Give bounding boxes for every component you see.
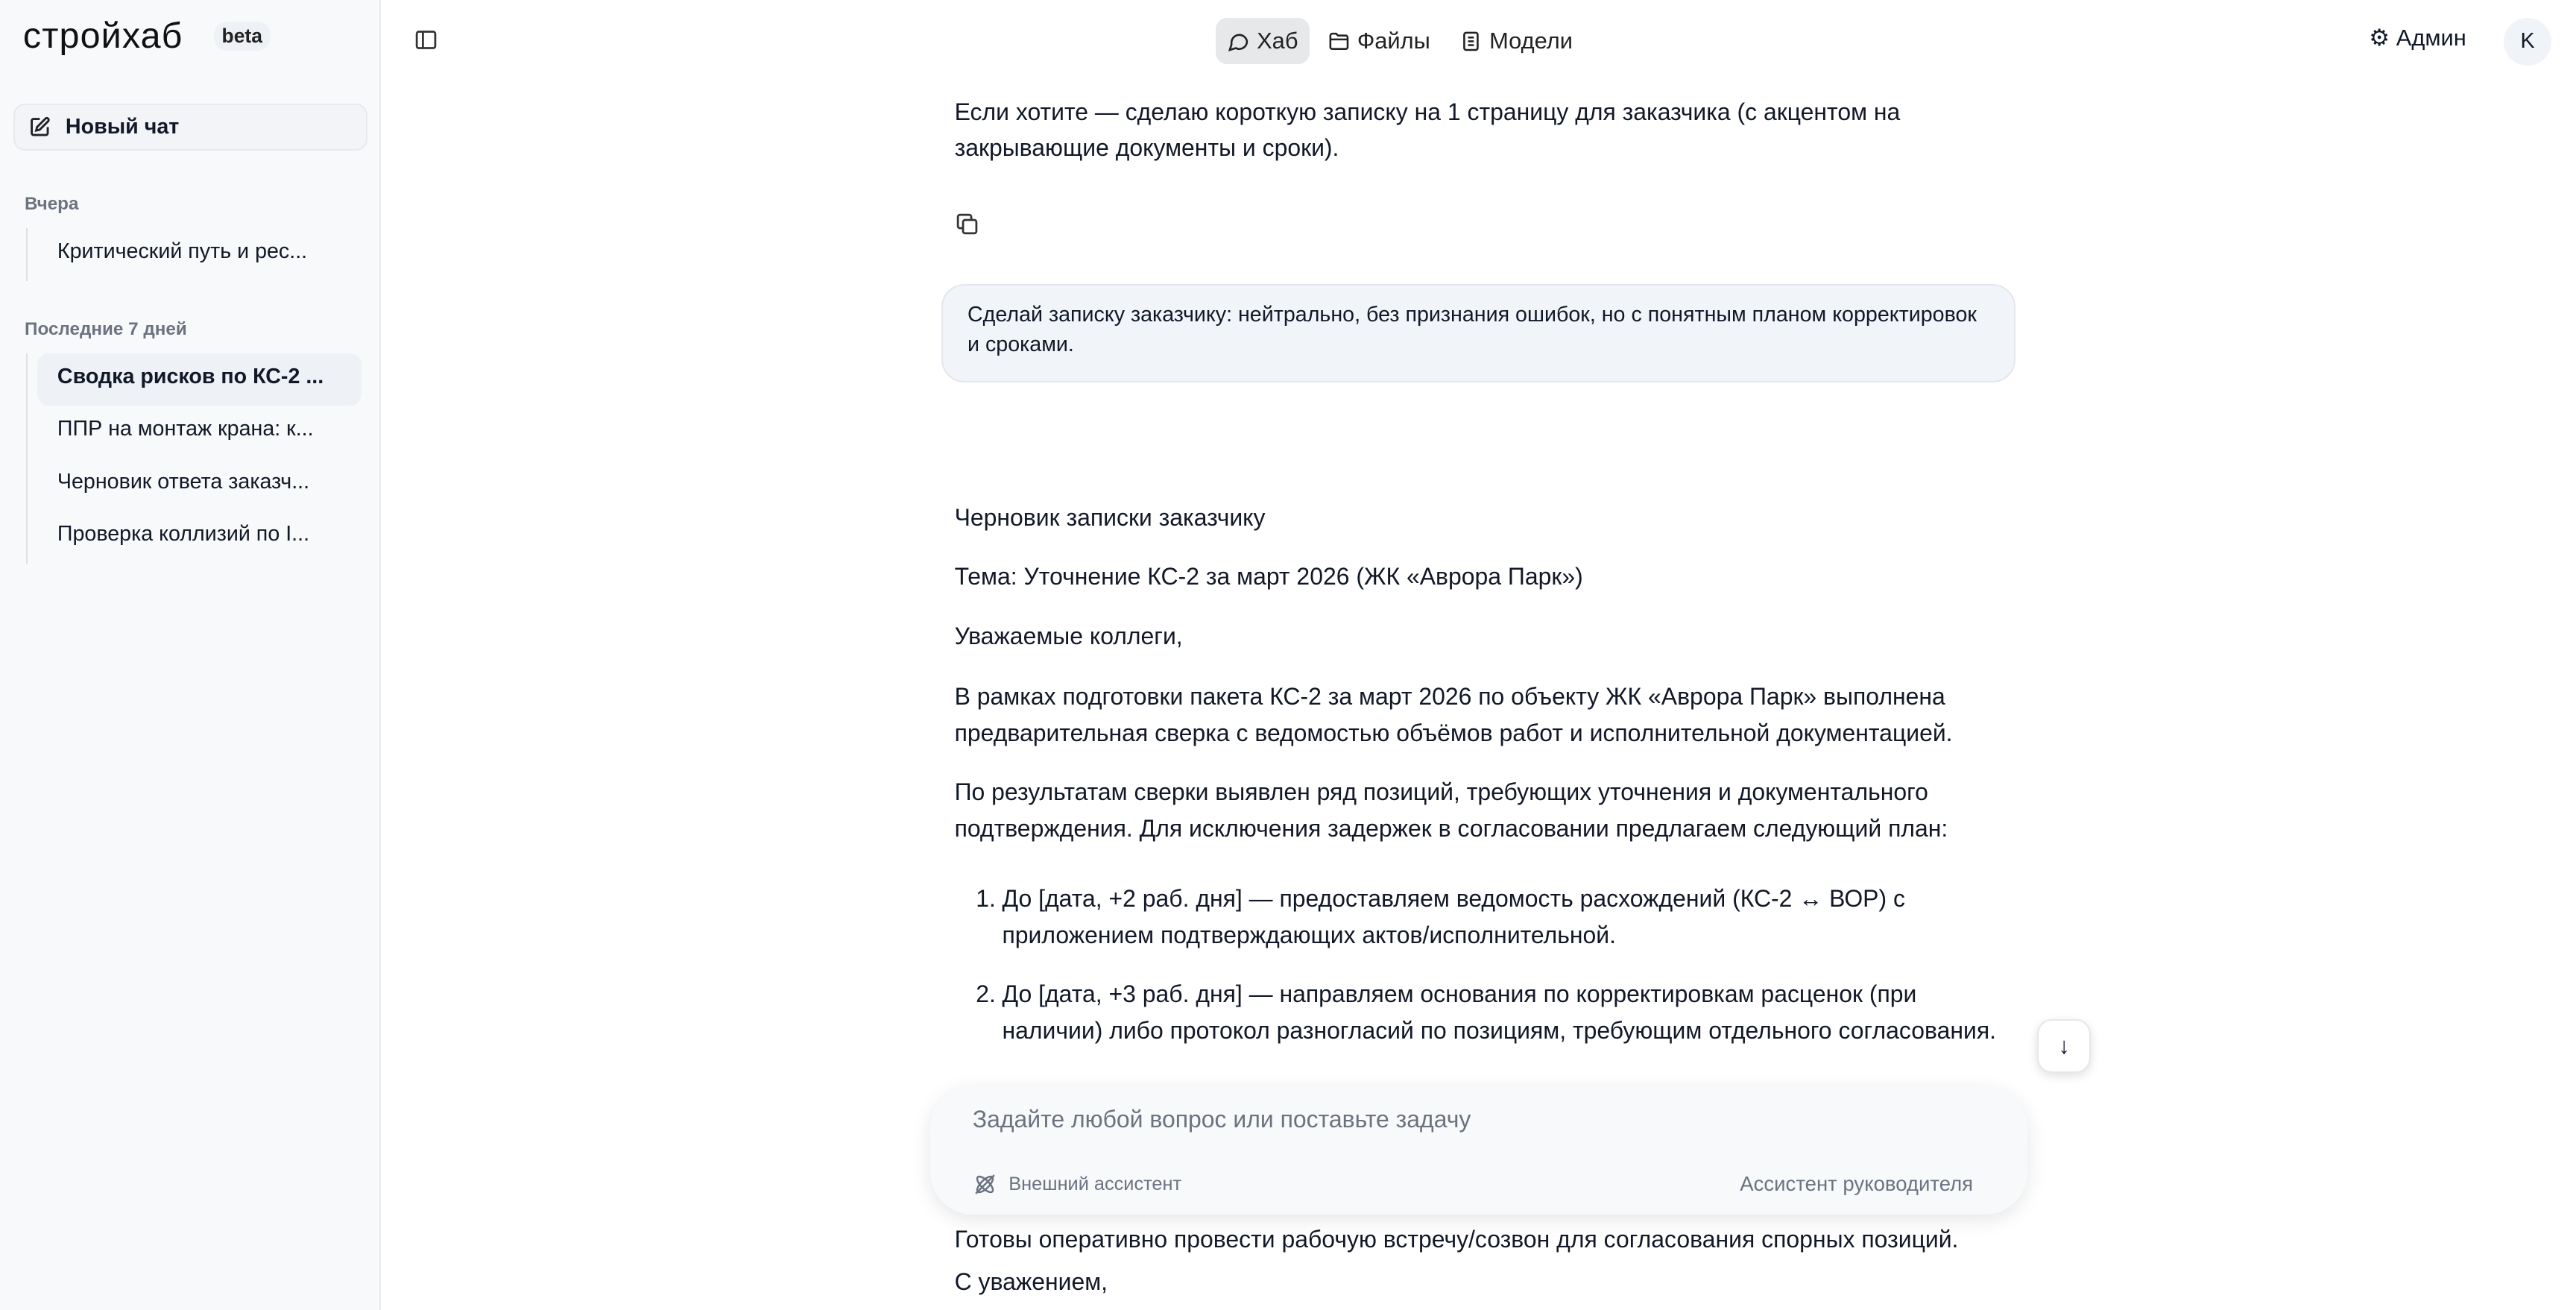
top-nav (1216, 18, 1584, 64)
sidebar (0, 0, 381, 1310)
scroll-down-button[interactable] (2037, 1019, 2091, 1073)
group-yesterday (26, 228, 361, 281)
group-label-yesterday: Вчера (25, 194, 79, 215)
external-assistant-toggle[interactable] (973, 1172, 1181, 1197)
tab-hub-label: Хаб (1257, 28, 1298, 54)
chat-item[interactable]: Черновик ответа заказч... (57, 469, 310, 494)
plan-item: До [дата, +2 раб. дня] — предоставляем ведомость расхождений (КС-2 ↔ ВОР) с приложением подтверждающих актов/исполнительной. (1002, 885, 1905, 948)
tab-hub[interactable] (1216, 18, 1310, 64)
building-icon (1459, 30, 1483, 53)
admin-label: Админ (2396, 25, 2466, 51)
chat-item-active[interactable]: Сводка рисков по КС-2 ... (37, 353, 361, 406)
tab-files[interactable] (1316, 18, 1442, 64)
folder-icon (1328, 30, 1351, 53)
tab-models-label: Модели (1489, 28, 1573, 54)
list-number: 1. (976, 885, 996, 913)
draft-subject: Тема: Уточнение КС-2 за март 2026 (ЖК «Аврора Парк») (954, 563, 1583, 591)
tab-models[interactable] (1448, 18, 1584, 64)
plan-item-2 (976, 976, 2007, 1048)
atom-off-icon (973, 1172, 997, 1197)
composer (930, 1086, 2027, 1215)
draft-paragraph: По результатам сверки выявлен ряд позиций, требующих уточнения и документального подтверждения. Для исключения задержек в согласовании предлагаем следующий план: (954, 778, 1948, 842)
beta-badge: beta (214, 22, 271, 51)
user-message: Сделай записку заказчику: нейтрально, без признания ошибок, но с понятным планом корректировок и сроками. (941, 284, 2015, 382)
draft-greeting: Уважаемые коллеги, (954, 622, 1183, 649)
external-assistant-label: Внешний ассистент (1008, 1173, 1182, 1194)
assistant-message (955, 94, 2007, 166)
new-chat-button[interactable] (13, 104, 368, 151)
chat-item[interactable]: Критический путь и рес... (57, 239, 308, 264)
chat-bubble-icon (1227, 30, 1250, 53)
logo: стройхаб (22, 15, 183, 56)
tab-files-label: Файлы (1357, 28, 1430, 54)
draft-paragraph: Готовы оперативно провести рабочую встречу/созвон для согласования спорных позиций. (954, 1225, 1959, 1253)
assistant-mode-select[interactable]: Ассистент руководителя (1740, 1171, 1974, 1195)
draft-title: Черновик записки заказчику (954, 504, 1266, 532)
message-text: Если хотите — сделаю короткую записку на 1 страницу для заказчика (с акцентом на закрывающие документы и сроки). (954, 98, 1901, 162)
sidebar-toggle-icon[interactable] (414, 28, 438, 52)
gear-icon: ⚙ (2369, 25, 2390, 51)
draft-closing: С уважением, (954, 1268, 1108, 1295)
copy-icon[interactable] (955, 212, 979, 236)
draft-paragraph: В рамках подготовки пакета КС-2 за март 2026 по объекту ЖК «Аврора Парк» выполнена предварительная сверка с ведомостью объёмов работ и исполнительной документацией. (954, 683, 1953, 746)
admin-link[interactable] (2369, 25, 2466, 51)
chat-item[interactable]: ППР на монтаж крана: к... (57, 417, 314, 441)
message-input[interactable]: Задайте любой вопрос или поставьте задачу (972, 1106, 1471, 1133)
edit-icon (29, 116, 51, 138)
plan-item-1 (976, 881, 2007, 953)
group-label-week: Последние 7 дней (25, 318, 187, 339)
chat-item[interactable]: Проверка коллизий по I... (57, 522, 310, 547)
arrow-down-icon: ↓ (2058, 1032, 2070, 1059)
avatar[interactable]: K (2504, 18, 2551, 66)
plan-item: До [дата, +3 раб. дня] — направляем основания по корректировкам расценок (при наличии) либо протокол разногласий по позициям, требующим отдельного согласования. (1002, 980, 1996, 1044)
new-chat-label: Новый чат (65, 115, 180, 139)
list-number: 2. (976, 980, 996, 1008)
group-week (26, 353, 361, 564)
